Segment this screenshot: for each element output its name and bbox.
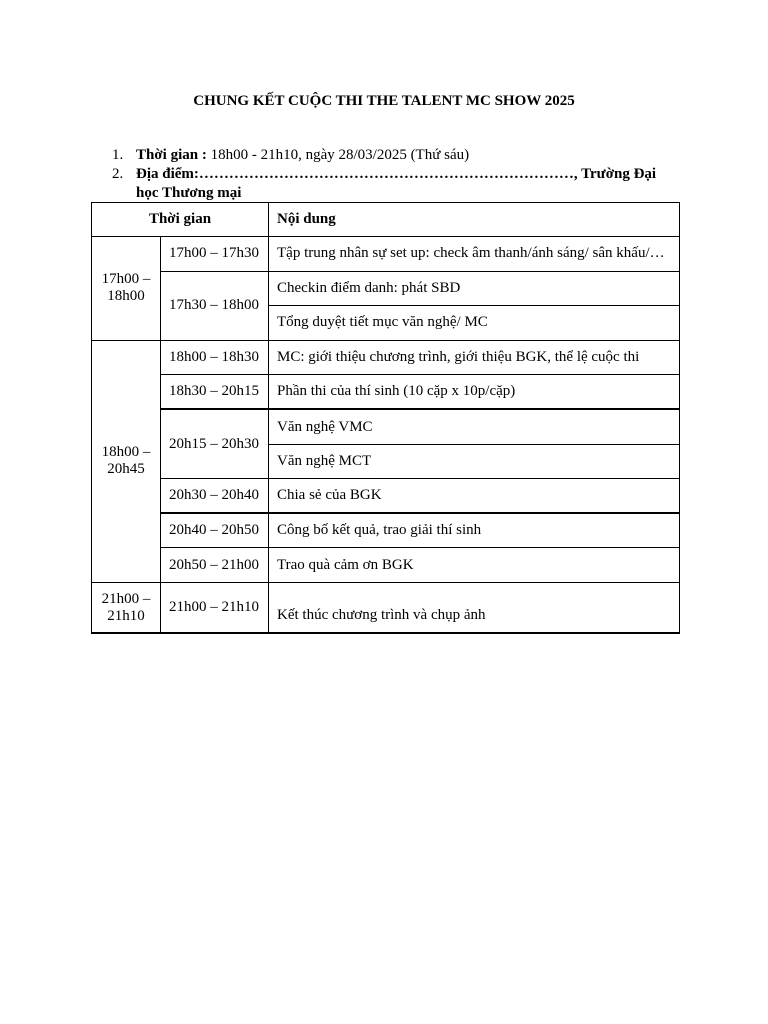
period-cell: 17h00 – 18h00 xyxy=(92,237,161,341)
content-cell: Chia sẻ của BGK xyxy=(269,479,680,514)
info-list xyxy=(112,146,682,203)
table-row xyxy=(92,513,680,548)
content-cell: Checkin điểm danh: phát SBD xyxy=(269,271,680,306)
content-cell: Phần thi của thí sinh (10 cặp x 10p/cặp) xyxy=(269,375,680,410)
slot-cell: 21h00 – 21h10 xyxy=(161,582,269,633)
table-row xyxy=(92,479,680,514)
content-cell: Tập trung nhân sự set up: check âm thanh/ánh sáng/ sân khấu/… xyxy=(269,237,680,272)
slot-cell: 20h40 – 20h50 xyxy=(161,513,269,548)
table-row xyxy=(92,548,680,583)
slot-cell: 18h00 – 18h30 xyxy=(161,340,269,375)
table-row xyxy=(92,582,680,633)
content-cell: Văn nghệ MCT xyxy=(269,444,680,479)
document-title: CHUNG KẾT CUỘC THI THE TALENT MC SHOW 2025 xyxy=(193,93,575,109)
slot-cell: 20h30 – 20h40 xyxy=(161,479,269,514)
slot-cell: 17h30 – 18h00 xyxy=(161,271,269,340)
header-content: Nội dung xyxy=(269,203,680,237)
period-cell: 21h00 – 21h10 xyxy=(92,582,161,633)
slot-cell: 20h50 – 21h00 xyxy=(161,548,269,583)
period-cell: 18h00 – 20h45 xyxy=(92,340,161,582)
content-cell: Kết thúc chương trình và chụp ảnh xyxy=(269,582,680,633)
content-cell: Văn nghệ VMC xyxy=(269,409,680,444)
info-value-time: 18h00 - 21h10, ngày 28/03/2025 (Thứ sáu) xyxy=(206,147,470,163)
schedule-table xyxy=(91,202,680,634)
table-row xyxy=(92,237,680,272)
table-row xyxy=(92,375,680,410)
info-item-time xyxy=(112,146,682,165)
info-number: 2. xyxy=(112,166,124,182)
table-row xyxy=(92,271,680,306)
header-time: Thời gian xyxy=(92,203,269,237)
info-item-location xyxy=(112,165,682,203)
info-label-location: Địa điểm:…………………………………………………………………, Trường Đại học Thương mại xyxy=(136,166,657,201)
slot-cell: 20h15 – 20h30 xyxy=(161,409,269,478)
slot-cell: 18h30 – 20h15 xyxy=(161,375,269,410)
content-cell: Công bố kết quả, trao giải thí sinh xyxy=(269,513,680,548)
slot-cell: 17h00 – 17h30 xyxy=(161,237,269,272)
table-header-row xyxy=(92,203,680,237)
content-cell: Tổng duyệt tiết mục văn nghệ/ MC xyxy=(269,306,680,341)
table-row xyxy=(92,340,680,375)
info-number: 1. xyxy=(112,147,124,163)
content-cell: Trao quà cảm ơn BGK xyxy=(269,548,680,583)
table-row xyxy=(92,409,680,444)
info-label-time: Thời gian : xyxy=(136,147,207,163)
content-cell: MC: giới thiệu chương trình, giới thiệu BGK, thể lệ cuộc thi xyxy=(269,340,680,375)
